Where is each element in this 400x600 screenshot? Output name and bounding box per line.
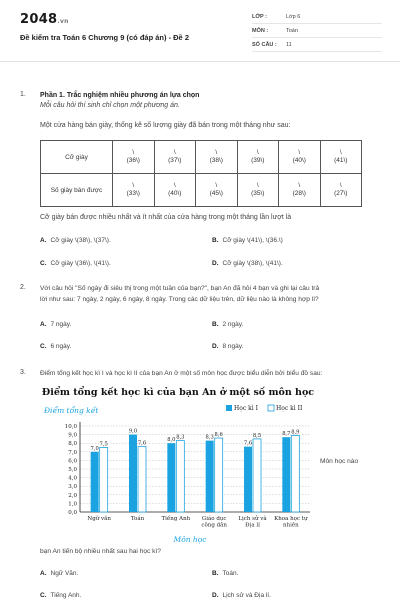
x-axis-label: Môn học (173, 535, 207, 544)
legend-label: Học kì II (276, 405, 303, 412)
y-tick-label: 3,0 (68, 484, 77, 491)
slash-mark: \ (256, 182, 259, 189)
meta-label: MÔN : (252, 27, 269, 34)
meta-row-class (252, 10, 382, 24)
option-text: 7 ngày. (50, 321, 72, 328)
bar (138, 447, 146, 512)
bar (215, 438, 223, 512)
question-text: Với câu hỏi "Số ngày đi siêu thị trong một tuần của bạn?", bạn An đã hỏi 4 bạn và ghi lại câu trả (40, 285, 320, 292)
option-key: B. (212, 570, 219, 577)
cell-value: (37\) (168, 157, 182, 164)
slash-mark: \ (173, 182, 176, 189)
table-cell (113, 141, 155, 174)
x-tick-label: nhiên (283, 522, 299, 529)
bar (176, 441, 184, 512)
bar (206, 441, 214, 512)
table-cell (113, 174, 155, 207)
slash-mark: \ (339, 182, 342, 189)
option-key: A. (40, 237, 47, 244)
question-text: Điểm tổng kết học kì I và học kì II của bạn An ở một số môn học được biểu diễn bởi biểu đồ sau: (40, 370, 323, 377)
x-tick-label: Địa lí (245, 522, 260, 529)
option-text: Cỡ giày \(36\), \(41\). (50, 260, 111, 267)
data-label: 9,0 (128, 428, 138, 435)
data-label: 8,5 (252, 432, 262, 439)
meta-value: 11 (286, 41, 292, 48)
data-label: 8,0 (167, 437, 176, 444)
slash-mark: \ (339, 149, 342, 156)
question-text: Một cửa hàng bán giày, thống kê số lượng giày đã bán trong một tháng như sau: (40, 122, 291, 129)
x-tick-label: Ngữ văn (87, 516, 111, 522)
option-text: Ngữ Văn. (50, 570, 79, 577)
option-a[interactable] (40, 321, 71, 328)
table-cell (279, 141, 321, 174)
option-c[interactable] (40, 592, 81, 599)
option-c[interactable] (40, 260, 111, 267)
slash-mark: \ (215, 182, 218, 189)
meta-label: LỚP : (252, 13, 267, 20)
table-row (41, 174, 362, 207)
table-cell (279, 174, 321, 207)
option-key: A. (40, 321, 47, 328)
bar (100, 448, 108, 513)
option-a[interactable] (40, 570, 78, 577)
data-label: 7,6 (243, 440, 253, 447)
option-key: B. (212, 237, 219, 244)
legend-label: Học kì I (234, 405, 258, 412)
data-label: 8,3 (176, 434, 185, 441)
table-cell (237, 174, 279, 207)
option-key: C. (40, 592, 47, 599)
option-key: D. (212, 592, 219, 599)
option-text: Tiếng Anh. (50, 592, 82, 599)
option-b[interactable] (212, 237, 283, 244)
slash-mark: \ (173, 149, 176, 156)
option-text: 8 ngày. (222, 343, 244, 350)
table-cell (320, 174, 362, 207)
y-tick-label: 7,0 (68, 449, 77, 456)
table-cell (154, 141, 196, 174)
table-cell (320, 141, 362, 174)
cell-value: (40\) (168, 190, 182, 197)
x-tick-label: Khoa học tự (274, 516, 308, 522)
page-title: Đề kiểm tra Toán 6 Chương 9 (có đáp án) - Đề 2 (20, 33, 189, 42)
site-logo[interactable] (20, 12, 69, 27)
option-d[interactable] (212, 260, 283, 267)
cell-value: (27\) (334, 190, 348, 197)
slash-mark: \ (256, 149, 259, 156)
slash-mark: \ (132, 182, 135, 189)
option-d[interactable] (212, 343, 243, 350)
question-text: Môn học nào (320, 458, 359, 465)
bar (253, 439, 261, 512)
bar (291, 435, 299, 512)
slash-mark: \ (298, 182, 301, 189)
data-label: 8,9 (291, 429, 300, 436)
question-text: lời như sau: 7 ngày, 2 ngày, 6 ngày, 8 ngày. Trong các dữ liệu trên, dữ liệu nào là không hợp lí? (40, 296, 319, 303)
option-text: Lịch sử và Địa lí. (222, 592, 271, 599)
y-tick-label: 8,0 (68, 441, 77, 448)
cell-value: (33\) (126, 190, 140, 197)
question-prompt: Cỡ giày bán được nhiều nhất và ít nhất của cửa hàng trong một tháng lần lượt là (40, 214, 292, 221)
cell-value: (35\) (251, 190, 265, 197)
table-header-cell: Cỡ giày (41, 141, 113, 174)
option-a[interactable] (40, 237, 111, 244)
option-text: Cỡ giày \(38\), \(37\). (50, 237, 111, 244)
cell-value: (36\) (126, 157, 140, 164)
option-d[interactable] (212, 592, 271, 599)
data-label: 8,6 (214, 432, 223, 439)
bar (91, 452, 99, 512)
data-label: 7,0 (90, 445, 99, 452)
y-tick-label: 9,0 (68, 432, 77, 439)
table-cell (196, 174, 238, 207)
option-text: Cỡ giày \(41\), \(36.\) (222, 237, 283, 244)
x-tick-label: Tiếng Anh (161, 516, 191, 522)
slash-mark: \ (215, 149, 218, 156)
y-tick-label: 4,0 (68, 475, 77, 482)
option-b[interactable] (212, 570, 238, 577)
slash-mark: \ (132, 149, 135, 156)
y-tick-label: 10,0 (64, 424, 77, 430)
option-text: 2 ngày. (222, 321, 244, 328)
x-tick-label: Giáo dục (201, 516, 227, 522)
meta-label: SỐ CÂU : (252, 41, 277, 48)
y-tick-label: 2,0 (68, 492, 77, 499)
meta-value: Lớp 6 (286, 13, 301, 20)
table-cell (237, 141, 279, 174)
cell-value: (40\) (292, 157, 306, 164)
cell-value: (41\) (334, 157, 348, 164)
data-label: 7,5 (99, 441, 108, 448)
y-tick-label: 1,0 (68, 501, 77, 508)
part-subtitle: Mỗi câu hỏi thí sinh chỉ chọn một phương án. (40, 102, 180, 109)
cell-value: (39\) (251, 157, 265, 164)
x-tick-label: công dân (201, 522, 227, 529)
bar (244, 447, 252, 512)
question-text: bạn An tiến bộ nhiều nhất sau hai học kì? (40, 548, 161, 555)
table-header-cell: Số giày bán được (41, 174, 113, 207)
option-text: Toán. (222, 570, 239, 577)
question-number: 1. (20, 91, 26, 98)
y-tick-label: 5,0 (68, 467, 77, 473)
slash-mark: \ (298, 149, 301, 156)
chart-title: Điểm tổng kết học kì của bạn An ở một số môn học (41, 387, 315, 398)
y-tick-label: 6,0 (68, 458, 77, 465)
table-cell (196, 141, 238, 174)
cell-value: (45\) (209, 190, 223, 197)
data-label: 8,3 (205, 434, 214, 441)
bar (129, 435, 137, 512)
y-axis-label: Điểm tổng kết (44, 406, 99, 415)
logo-text: 2048 (20, 12, 58, 27)
table-row (41, 141, 362, 174)
part-title: Phần 1. Trắc nghiệm nhiều phương án lựa chọn (40, 92, 200, 99)
question-number: 3. (20, 369, 26, 376)
cell-value: (28\) (292, 190, 306, 197)
meta-panel (252, 10, 382, 52)
legend-swatch (226, 405, 232, 411)
data-label: 7,6 (137, 440, 147, 447)
logo-suffix: .vn (57, 18, 69, 25)
question-number: 2. (20, 284, 26, 291)
cell-value: (38\) (209, 157, 223, 164)
meta-row-count (252, 38, 382, 52)
table-cell (154, 174, 196, 207)
option-b[interactable] (212, 321, 243, 328)
option-c[interactable] (40, 343, 71, 350)
option-text: 6 ngày. (50, 343, 72, 350)
bar (167, 443, 175, 512)
shoe-size-table (40, 140, 362, 207)
bar (282, 437, 290, 512)
meta-row-subject (252, 24, 382, 38)
option-key: C. (40, 260, 47, 267)
option-key: B. (212, 321, 219, 328)
x-tick-label: Lịch sử và (238, 516, 267, 522)
x-tick-label: Toán (130, 516, 145, 522)
page-header (0, 0, 400, 62)
data-label: 8,7 (282, 431, 291, 438)
grades-bar-chart (40, 380, 316, 546)
option-key: D. (212, 343, 219, 350)
option-key: C. (40, 343, 47, 350)
y-tick-label: 0,0 (68, 510, 77, 516)
option-key: A. (40, 570, 47, 577)
legend-swatch (268, 405, 274, 411)
option-text: Cỡ giày \(38\), \(41\). (222, 260, 283, 267)
option-key: D. (212, 260, 219, 267)
meta-value: Toán (286, 27, 298, 34)
